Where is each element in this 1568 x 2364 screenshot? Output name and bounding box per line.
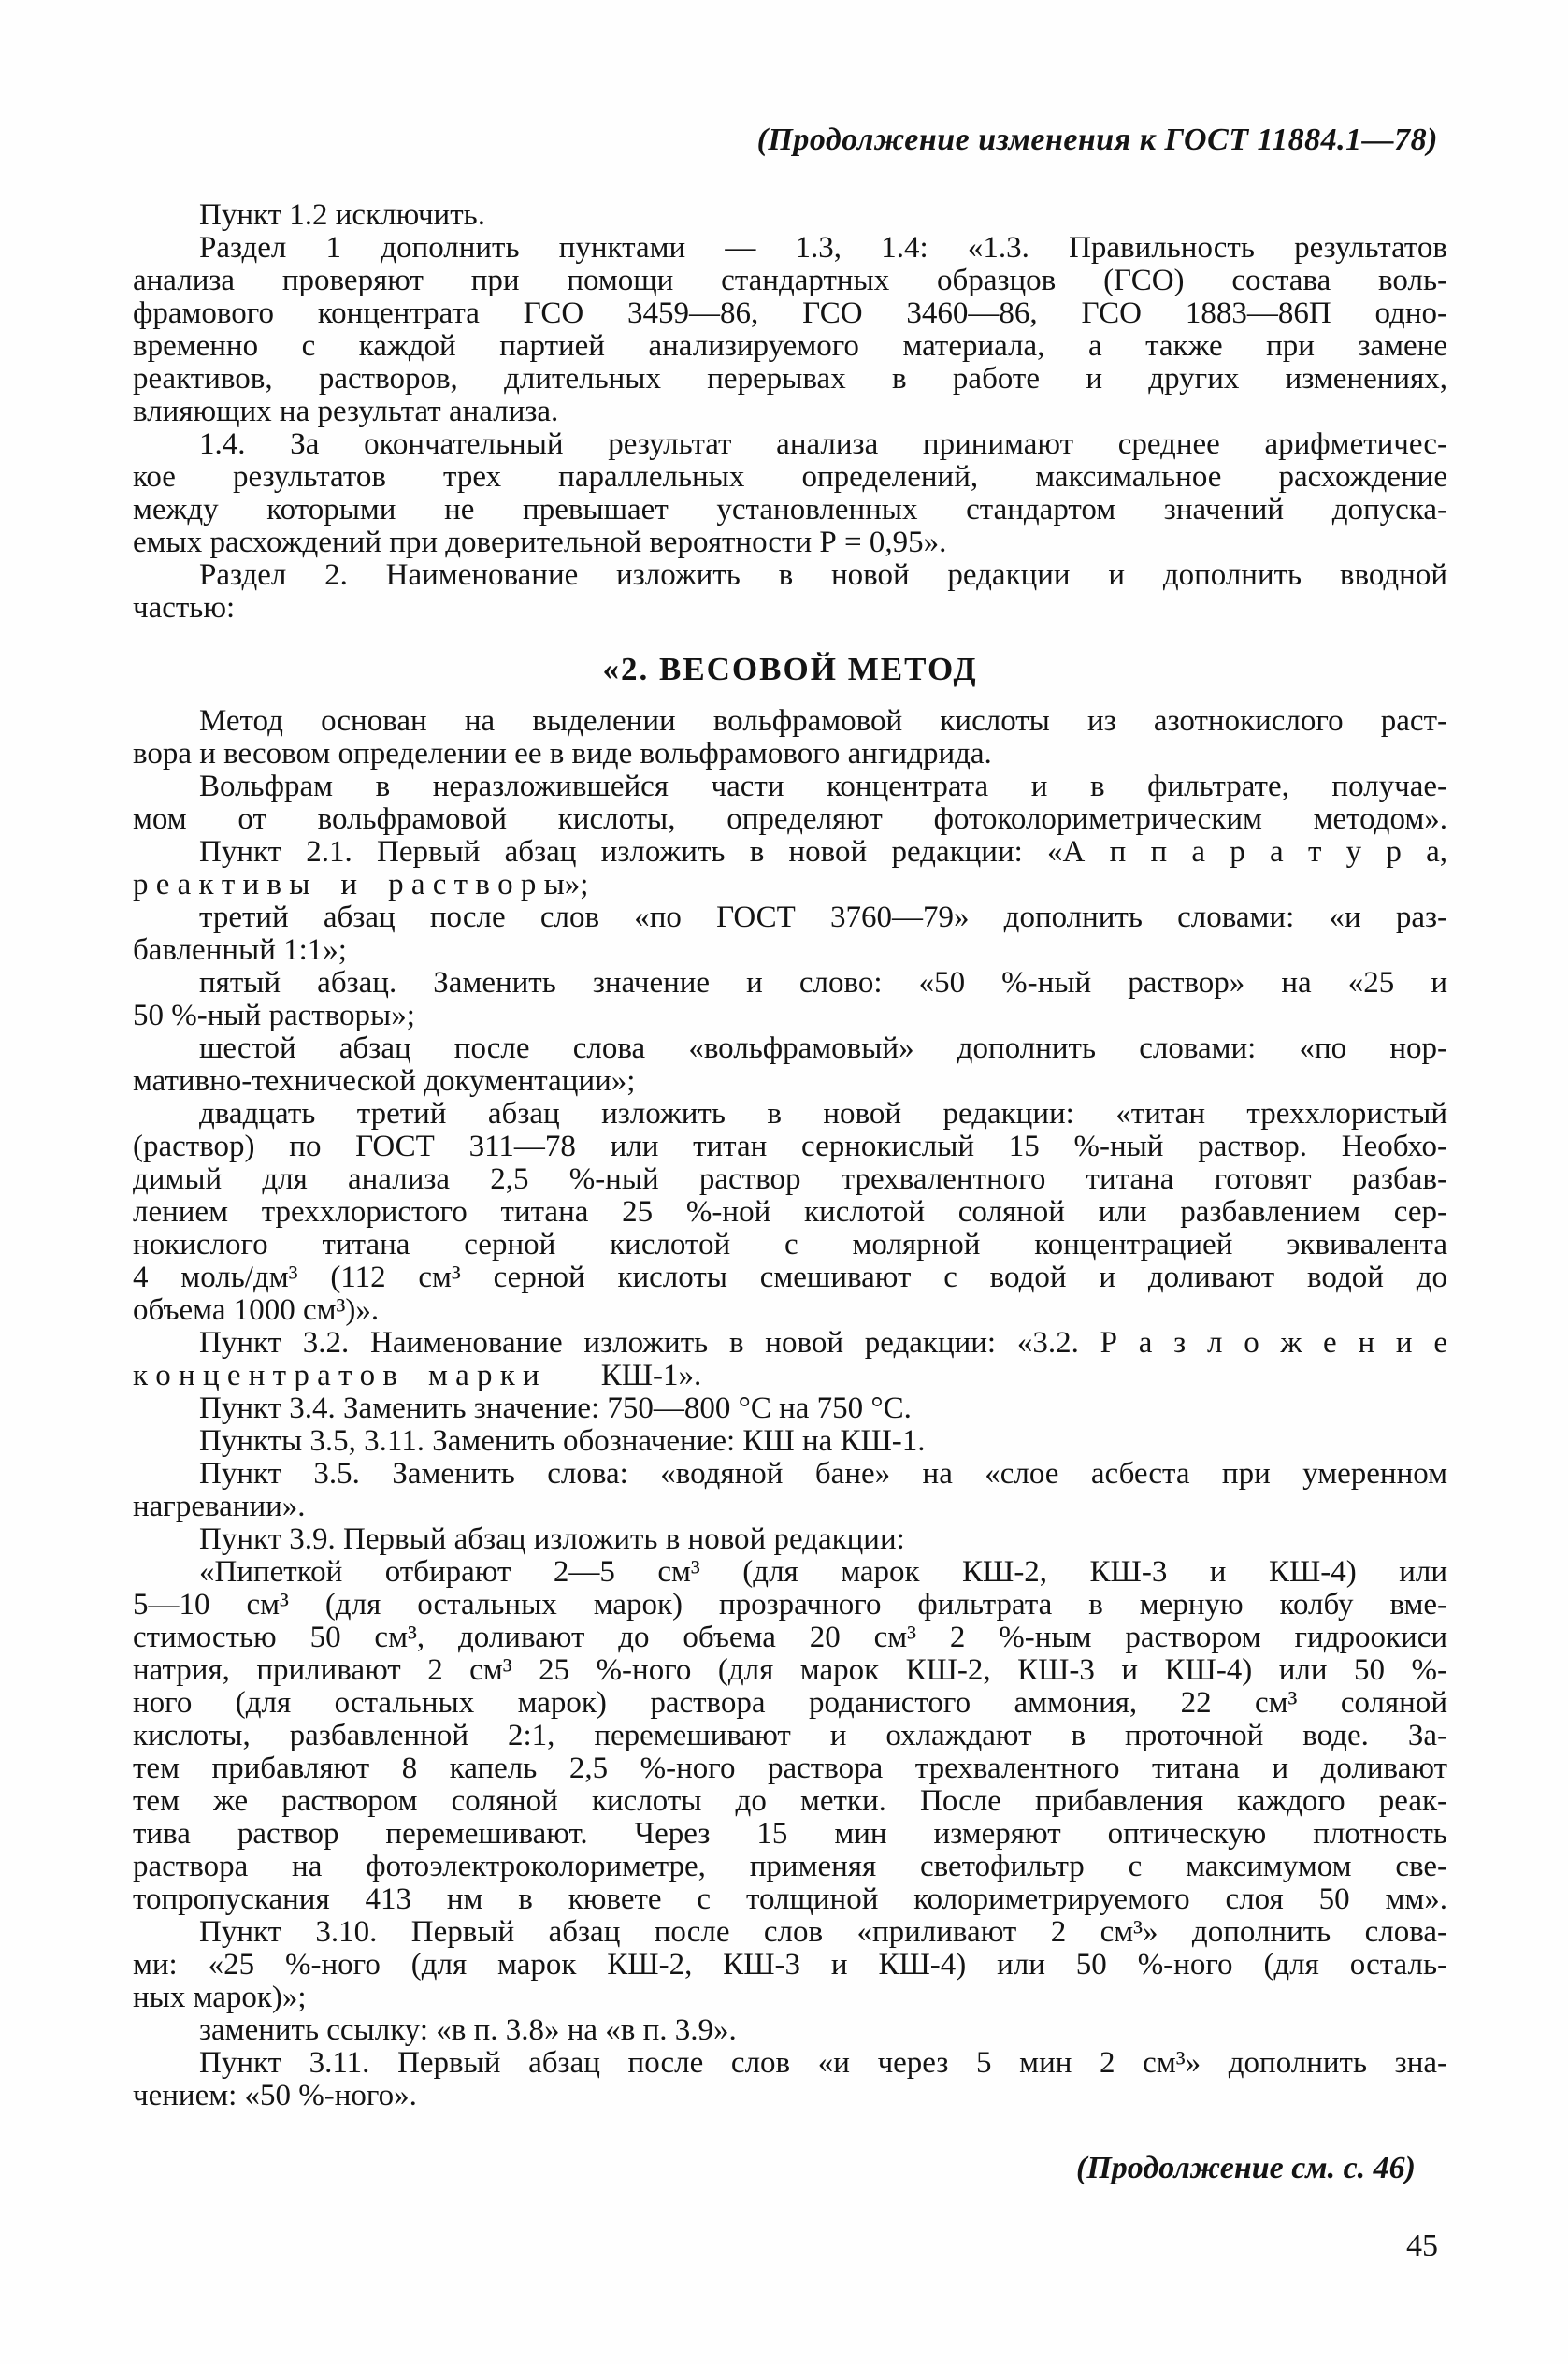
text-line: тем прибавляют 8 капель 2,5 %-ного раствора трехвалентного титана и доливают: [133, 1751, 1447, 1785]
text-line: раствора на фотоэлектроколориметре, применяя светофильтр с максимумом све-: [133, 1850, 1447, 1883]
text-line: шестой абзац после слова «вольфрамовый» дополнить словами: «по нор-: [199, 1031, 1447, 1065]
text-line: нагревании».: [133, 1490, 306, 1523]
paragraph: [133, 1098, 1447, 1327]
text-line: 1.4. За окончательный результат анализа принимают среднее арифметичес-: [199, 427, 1447, 461]
text-line: Пункт 3.9. Первый абзац изложить в новой редакции:: [199, 1522, 905, 1556]
text-line: стимостью 50 см³, доливают до объема 20 см³ 2 %-ным раствором гидроокиси: [133, 1621, 1447, 1654]
text-line: Пункт 1.2 исключить.: [199, 198, 485, 232]
text-line: временно с каждой партией анализируемого материала, а также при замене: [133, 329, 1447, 363]
text-line: чением: «50 %-ного».: [133, 2079, 417, 2112]
paragraph: [133, 199, 1447, 232]
paragraph: [133, 1392, 1447, 1425]
text-line: бавленный 1:1»;: [133, 933, 347, 967]
text-line: топропускания 413 нм в кювете с толщиной колориметрируемого слоя 50 мм».: [133, 1882, 1447, 1916]
text-line: нокислого титана серной кислотой с молярной концентрацией эквивалента: [133, 1228, 1447, 1261]
text-line: р е а к т и в ы и р а с т в о р ы»;: [133, 868, 589, 901]
paragraph: [133, 967, 1447, 1032]
text-line: двадцать третий абзац изложить в новой редакции: «титан треххлористый: [199, 1097, 1447, 1131]
text-line: Пункт 3.11. Первый абзац после слов «и через 5 мин 2 см³» дополнить зна-: [199, 2046, 1447, 2080]
text-line: влияющих на результат анализа.: [133, 395, 559, 428]
text-line: анализа проверяют при помощи стандартных образцов (ГСО) состава воль-: [133, 264, 1447, 297]
text-line: объема 1000 см³)».: [133, 1293, 380, 1327]
text-line: Пункт 3.2. Наименование изложить в новой редакции: «3.2. Р а з л о ж е н и е: [199, 1326, 1447, 1360]
text-line: Пункты 3.5, 3.11. Заменить обозначение: КШ на КШ-1.: [199, 1424, 926, 1458]
text-line: заменить ссылку: «в п. 3.8» на «в п. 3.9».: [199, 2013, 737, 2047]
text-line: лением треххлористого титана 25 %-ной кислотой соляной или разбавлением сер-: [133, 1195, 1447, 1229]
text-line: Пункт 2.1. Первый абзац изложить в новой редакции: «А п п а р а т у р а,: [199, 835, 1447, 869]
paragraph: [133, 559, 1447, 625]
paragraph: [133, 1327, 1447, 1392]
paragraph: [133, 836, 1447, 901]
section-title: «2. ВЕСОВОЙ МЕТОД: [602, 651, 978, 687]
text-line: емых расхождений при доверительной вероятности Р = 0,95».: [133, 526, 947, 559]
text-line: мативно-технической документации»;: [133, 1064, 636, 1098]
text-line: Пункт 3.10. Первый абзац после слов «приливают 2 см³» дополнить слова-: [199, 1915, 1447, 1949]
text-line: Раздел 1 дополнить пунктами — 1.3, 1.4: «1.3. Правильность результатов: [199, 231, 1447, 265]
paragraph: [133, 1032, 1447, 1098]
paragraph: [133, 428, 1447, 559]
paragraph: [133, 2047, 1447, 2112]
text-line: (раствор) по ГОСТ 311—78 или титан сернокислый 15 %-ный раствор. Необхо-: [133, 1130, 1447, 1163]
text-line: фрамового концентрата ГСО 3459—86, ГСО 3460—86, ГСО 1883—86П одно-: [133, 296, 1447, 330]
text-line: 5—10 см³ (для остальных марок) прозрачного фильтрата в мерную колбу вме-: [133, 1588, 1447, 1622]
text-line: «Пипеткой отбирают 2—5 см³ (для марок КШ-2, КШ-3 и КШ-4) или: [199, 1555, 1447, 1589]
paragraph: [133, 901, 1447, 967]
text-line: ного (для остальных марок) раствора роданистого аммония, 22 см³ соляной: [133, 1686, 1447, 1720]
document-body: [133, 199, 1447, 2112]
paragraph: [133, 1916, 1447, 2014]
text-line: димый для анализа 2,5 %-ный раствор трехвалентного титана готовят разбав-: [133, 1162, 1447, 1196]
text-line: Пункт 3.4. Заменить значение: 750—800 °С на 750 °С.: [199, 1391, 912, 1425]
paragraph: [133, 1458, 1447, 1523]
text-line: мом от вольфрамовой кислоты, определяют фотоколориметрическим методом».: [133, 802, 1447, 836]
page-number: 45: [1406, 2228, 1438, 2263]
paragraph: [133, 705, 1447, 771]
header-note: (Продолжение изменения к ГОСТ 11884.1—78): [756, 123, 1438, 157]
text-line: 4 моль/дм³ (112 см³ серной кислоты смешивают с водой и доливают водой до: [133, 1261, 1447, 1294]
text-line: тива раствор перемешивают. Через 15 мин измеряют оптическую плотность: [133, 1817, 1447, 1851]
paragraph: [133, 232, 1447, 428]
text-line: Вольфрам в неразложившейся части концентрата и в фильтрате, получае-: [199, 770, 1447, 803]
text-line: Метод основан на выделении вольфрамовой кислоты из азотнокислого раст-: [199, 704, 1447, 738]
text-line: вора и весовом определении ее в виде вольфрамового ангидрида.: [133, 737, 992, 771]
text-line: пятый абзац. Заменить значение и слово: «50 %-ный раствор» на «25 и: [199, 966, 1447, 1000]
text-line: частью:: [133, 591, 236, 625]
text-line: Раздел 2. Наименование изложить в новой редакции и дополнить вводной: [199, 558, 1447, 592]
text-line: натрия, приливают 2 см³ 25 %-ного (для марок КШ-2, КШ-3 и КШ-4) или 50 %-: [133, 1653, 1447, 1687]
text-line: кислоты, разбавленной 2:1, перемешивают и охлаждают в проточной воде. За-: [133, 1719, 1447, 1752]
text-line: кое результатов трех параллельных определений, максимальное расхождение: [133, 460, 1447, 494]
text-line: между которыми не превышает установленных стандартом значений допуска-: [133, 493, 1447, 526]
text-line: ми: «25 %-ного (для марок КШ-2, КШ-3 и КШ-4) или 50 %-ного (для осталь-: [133, 1948, 1447, 1982]
text-line: Пункт 3.5. Заменить слова: «водяной бане» на «слое асбеста при умеренном: [199, 1457, 1447, 1491]
text-line: к о н ц е н т р а т о в м а р к и КШ-1».: [133, 1359, 702, 1392]
paragraph: [133, 771, 1447, 836]
paragraph: [133, 1425, 1447, 1458]
text-line: третий абзац после слов «по ГОСТ 3760—79» дополнить словами: «и раз-: [199, 901, 1447, 934]
text-line: реактивов, растворов, длительных перерывах в работе и других изменениях,: [133, 362, 1447, 396]
text-line: 50 %-ный растворы»;: [133, 999, 415, 1032]
text-line: ных марок)»;: [133, 1981, 307, 2014]
footer-note: (Продолжение см. с. 46): [1076, 2151, 1416, 2185]
paragraph: [133, 1523, 1447, 1556]
text-line: тем же раствором соляной кислоты до метки. После прибавления каждого реак-: [133, 1784, 1447, 1818]
paragraph: [133, 1556, 1447, 1916]
paragraph: [133, 2014, 1447, 2047]
